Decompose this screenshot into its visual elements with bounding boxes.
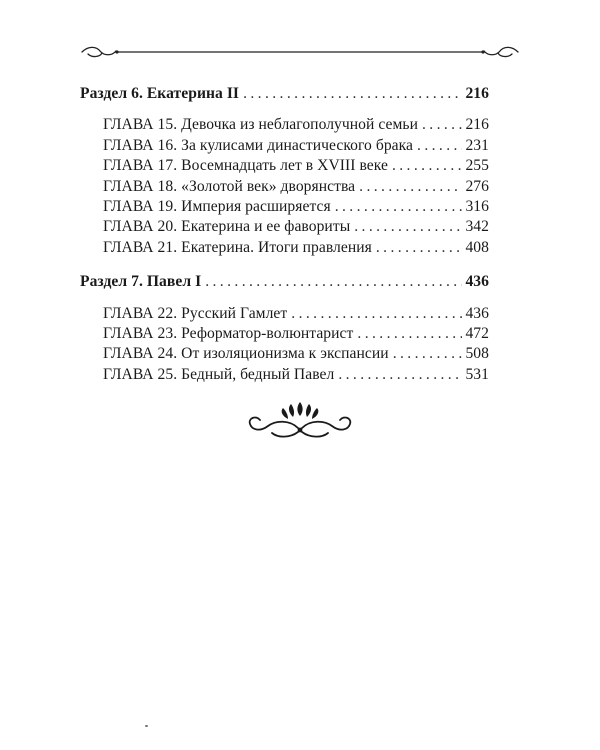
dot-leader	[359, 177, 462, 197]
dot-leader	[393, 344, 462, 364]
toc-chapter	[80, 344, 489, 364]
dot-leader	[338, 365, 462, 385]
dot-leader	[417, 136, 462, 156]
toc-chapter	[80, 217, 489, 237]
toc-chapter	[80, 365, 489, 385]
chapter-page: 255	[465, 157, 489, 175]
dot-leader	[243, 84, 462, 104]
chapter-page: 342	[465, 218, 489, 236]
dot-leader	[291, 304, 462, 324]
toc-chapter	[80, 177, 489, 197]
section-page: 436	[465, 273, 489, 291]
dot-leader	[357, 324, 462, 344]
toc-chapter	[80, 304, 489, 324]
section-title: Раздел 7. Павел I	[80, 273, 202, 291]
chapter-page: 508	[465, 345, 489, 363]
chapter-title: ГЛАВА 21. Екатерина. Итоги правления	[103, 238, 372, 256]
print-speck	[145, 725, 148, 727]
chapter-title: ГЛАВА 24. От изоляционизма к экспансии	[103, 345, 389, 363]
toc-section	[80, 272, 489, 292]
chapter-page: 436	[465, 304, 489, 322]
section-title: Раздел 6. Екатерина II	[80, 85, 240, 102]
chapter-title: ГЛАВА 20. Екатерина и ее фавориты	[103, 218, 351, 236]
chapter-page: 216	[465, 116, 489, 134]
chapter-title: ГЛАВА 25. Бедный, бедный Павел	[103, 365, 335, 383]
chapter-title: ГЛАВА 22. Русский Гамлет	[103, 304, 288, 322]
fleuron-ornament	[246, 398, 354, 444]
table-of-contents	[80, 84, 489, 385]
chapter-title: ГЛАВА 19. Империя расширяется	[103, 198, 331, 216]
dot-leader	[354, 217, 462, 237]
dot-leader	[422, 115, 462, 135]
chapter-title: ГЛАВА 17. Восемнадцать лет в XVIII веке	[103, 157, 388, 175]
dot-leader	[205, 272, 462, 292]
chapter-title: ГЛАВА 18. «Золотой век» дворянства	[103, 177, 356, 195]
chapter-page: 408	[465, 238, 489, 256]
toc-chapter	[80, 115, 489, 135]
toc-chapter	[80, 156, 489, 176]
dot-leader	[335, 197, 462, 217]
toc-chapter	[80, 324, 489, 344]
dot-leader	[392, 156, 462, 176]
chapter-title: ГЛАВА 16. За кулисами династического брака	[103, 136, 414, 154]
toc-chapter	[80, 136, 489, 156]
toc-chapter	[80, 238, 489, 258]
chapter-page: 316	[465, 198, 489, 216]
header-rule-ornament	[80, 42, 520, 62]
chapter-page: 231	[465, 136, 489, 154]
chapter-page: 472	[465, 325, 489, 343]
dot-leader	[376, 238, 462, 258]
section-page: 216	[465, 85, 489, 102]
toc-section	[80, 84, 489, 104]
chapter-title: ГЛАВА 15. Девочка из неблагополучной семьи	[103, 116, 418, 134]
chapter-title: ГЛАВА 23. Реформатор-волюнтарист	[103, 325, 354, 343]
chapter-page: 531	[465, 365, 489, 383]
toc-chapter	[80, 197, 489, 217]
chapter-page: 276	[465, 177, 489, 195]
